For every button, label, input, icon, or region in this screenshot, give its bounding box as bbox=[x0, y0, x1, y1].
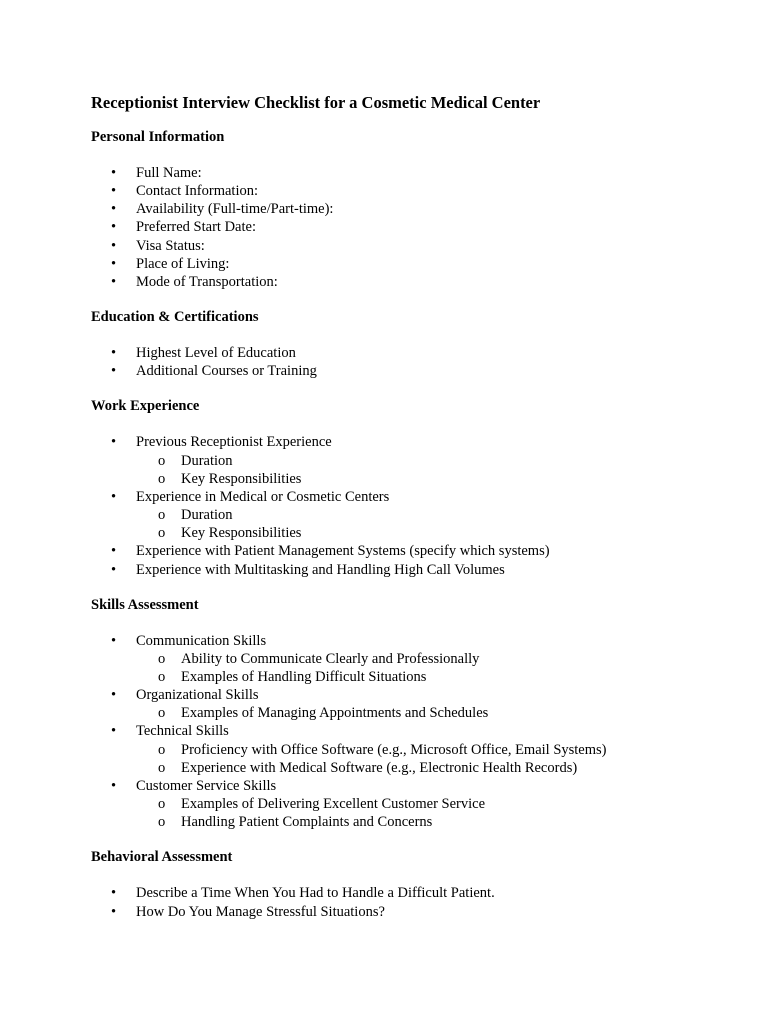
bullet-icon: • bbox=[111, 488, 117, 505]
sub-bullet-icon: o bbox=[158, 668, 166, 685]
bullet-icon: • bbox=[111, 632, 117, 649]
sub-bullet-icon: o bbox=[158, 452, 166, 469]
list-item-text: Full Name: bbox=[136, 165, 202, 181]
list-item-text: Technical Skills bbox=[136, 723, 229, 740]
list-item bbox=[91, 561, 731, 579]
sub-list-item-text: Proficiency with Office Software (e.g., Microsoft Office, Email Systems) bbox=[181, 741, 607, 758]
sub-list-item-text: Key Responsibilities bbox=[181, 525, 302, 542]
sub-list-item bbox=[136, 741, 731, 759]
sub-list-item-text: Examples of Managing Appointments and Schedules bbox=[181, 705, 489, 722]
sub-bullet-icon: o bbox=[158, 759, 166, 776]
bullet-list bbox=[91, 164, 731, 291]
sub-list-item-text: Ability to Communicate Clearly and Professionally bbox=[181, 650, 480, 667]
list-item-text: How Do You Manage Stressful Situations? bbox=[136, 903, 385, 920]
list-item-text: Highest Level of Education bbox=[136, 345, 296, 362]
bullet-icon: • bbox=[111, 777, 117, 794]
sub-bullet-list bbox=[136, 741, 731, 777]
sub-bullet-list bbox=[136, 506, 731, 542]
list-item bbox=[91, 237, 731, 255]
sub-list-item bbox=[136, 759, 731, 777]
sub-bullet-list bbox=[136, 452, 731, 488]
bullet-icon: • bbox=[111, 255, 117, 272]
document-title: Receptionist Interview Checklist for a Cosmetic Medical Center bbox=[91, 93, 541, 112]
list-item bbox=[91, 632, 731, 686]
bullet-list bbox=[91, 884, 731, 920]
list-item bbox=[91, 542, 731, 560]
list-item bbox=[91, 488, 731, 542]
sub-bullet-icon: o bbox=[158, 507, 166, 524]
list-item-text: Communication Skills bbox=[136, 632, 267, 649]
sub-bullet-icon: o bbox=[158, 650, 166, 667]
list-item-text: Describe a Time When You Had to Handle a Difficult Patient. bbox=[136, 885, 495, 902]
list-item-text: Organizational Skills bbox=[136, 687, 259, 704]
list-item bbox=[91, 200, 731, 218]
bullet-icon: • bbox=[111, 687, 117, 704]
list-item-text: Contact Information: bbox=[136, 183, 259, 200]
section-heading: Work Experience bbox=[91, 398, 200, 415]
list-item bbox=[91, 884, 731, 902]
list-item-text: Experience in Medical or Cosmetic Centers bbox=[136, 488, 390, 505]
bullet-list bbox=[91, 632, 731, 832]
bullet-icon: • bbox=[111, 434, 117, 451]
section-heading: Education & Certifications bbox=[91, 309, 259, 326]
list-item bbox=[91, 255, 731, 273]
list-item-text: Place of Living: bbox=[136, 255, 230, 272]
sub-bullet-icon: o bbox=[158, 796, 166, 813]
sub-list-item-text: Duration bbox=[181, 507, 233, 524]
section-heading: Personal Information bbox=[91, 129, 225, 145]
list-item-text: Additional Courses or Training bbox=[136, 363, 317, 380]
sub-list-item bbox=[136, 452, 731, 470]
document-sections bbox=[91, 128, 731, 921]
sub-list-item bbox=[136, 668, 731, 686]
sub-list-item bbox=[136, 704, 731, 722]
bullet-icon: • bbox=[111, 273, 117, 290]
sub-list-item bbox=[136, 813, 731, 831]
sub-list-item-text: Experience with Medical Software (e.g., Electronic Health Records) bbox=[181, 759, 578, 776]
list-item-text: Mode of Transportation: bbox=[136, 273, 278, 290]
sub-list-item bbox=[136, 795, 731, 813]
bullet-icon: • bbox=[111, 885, 117, 902]
sub-bullet-icon: o bbox=[158, 705, 166, 722]
bullet-icon: • bbox=[111, 219, 117, 236]
list-item-text: Previous Receptionist Experience bbox=[136, 434, 332, 451]
section-heading: Behavioral Assessment bbox=[91, 849, 233, 866]
sub-list-item-text: Examples of Delivering Excellent Customer Service bbox=[181, 796, 486, 813]
list-item bbox=[91, 903, 731, 921]
list-item bbox=[91, 722, 731, 776]
sub-bullet-list bbox=[136, 704, 731, 722]
bullet-icon: • bbox=[111, 237, 117, 254]
section-heading: Skills Assessment bbox=[91, 596, 199, 613]
list-item-text: Visa Status: bbox=[136, 237, 205, 254]
bullet-icon: • bbox=[111, 183, 117, 200]
list-item bbox=[91, 362, 731, 380]
sub-bullet-icon: o bbox=[158, 741, 166, 758]
list-item bbox=[91, 777, 731, 831]
bullet-icon: • bbox=[111, 345, 117, 362]
list-item bbox=[91, 273, 731, 291]
list-item-text: Experience with Patient Management Systems (specify which systems) bbox=[136, 543, 550, 560]
bullet-icon: • bbox=[111, 561, 117, 578]
sub-bullet-list bbox=[136, 795, 731, 831]
bullet-icon: • bbox=[111, 903, 117, 920]
sub-bullet-icon: o bbox=[158, 525, 166, 542]
sub-list-item bbox=[136, 506, 731, 524]
sub-list-item-text: Examples of Handling Difficult Situations bbox=[181, 668, 427, 685]
list-item bbox=[91, 344, 731, 362]
sub-list-item-text: Duration bbox=[181, 452, 233, 469]
sub-list-item-text: Key Responsibilities bbox=[181, 470, 302, 487]
list-item bbox=[91, 433, 731, 487]
bullet-icon: • bbox=[111, 201, 117, 218]
document-page bbox=[91, 91, 731, 938]
bullet-list bbox=[91, 433, 731, 578]
bullet-icon: • bbox=[111, 723, 117, 740]
sub-list-item bbox=[136, 650, 731, 668]
list-item-text: Customer Service Skills bbox=[136, 777, 277, 794]
bullet-list bbox=[91, 344, 731, 380]
list-item-text: Preferred Start Date: bbox=[136, 219, 256, 236]
list-item bbox=[91, 164, 731, 182]
sub-bullet-list bbox=[136, 650, 731, 686]
sub-bullet-icon: o bbox=[158, 814, 166, 831]
bullet-icon: • bbox=[111, 165, 117, 181]
sub-list-item bbox=[136, 470, 731, 488]
bullet-icon: • bbox=[111, 543, 117, 560]
bullet-icon: • bbox=[111, 363, 117, 380]
sub-list-item-text: Handling Patient Complaints and Concerns bbox=[181, 814, 433, 831]
list-item-text: Experience with Multitasking and Handling High Call Volumes bbox=[136, 561, 505, 578]
sub-list-item bbox=[136, 524, 731, 542]
list-item bbox=[91, 686, 731, 722]
list-item bbox=[91, 182, 731, 200]
list-item-text: Availability (Full-time/Part-time): bbox=[136, 201, 334, 218]
sub-bullet-icon: o bbox=[158, 470, 166, 487]
list-item bbox=[91, 218, 731, 236]
